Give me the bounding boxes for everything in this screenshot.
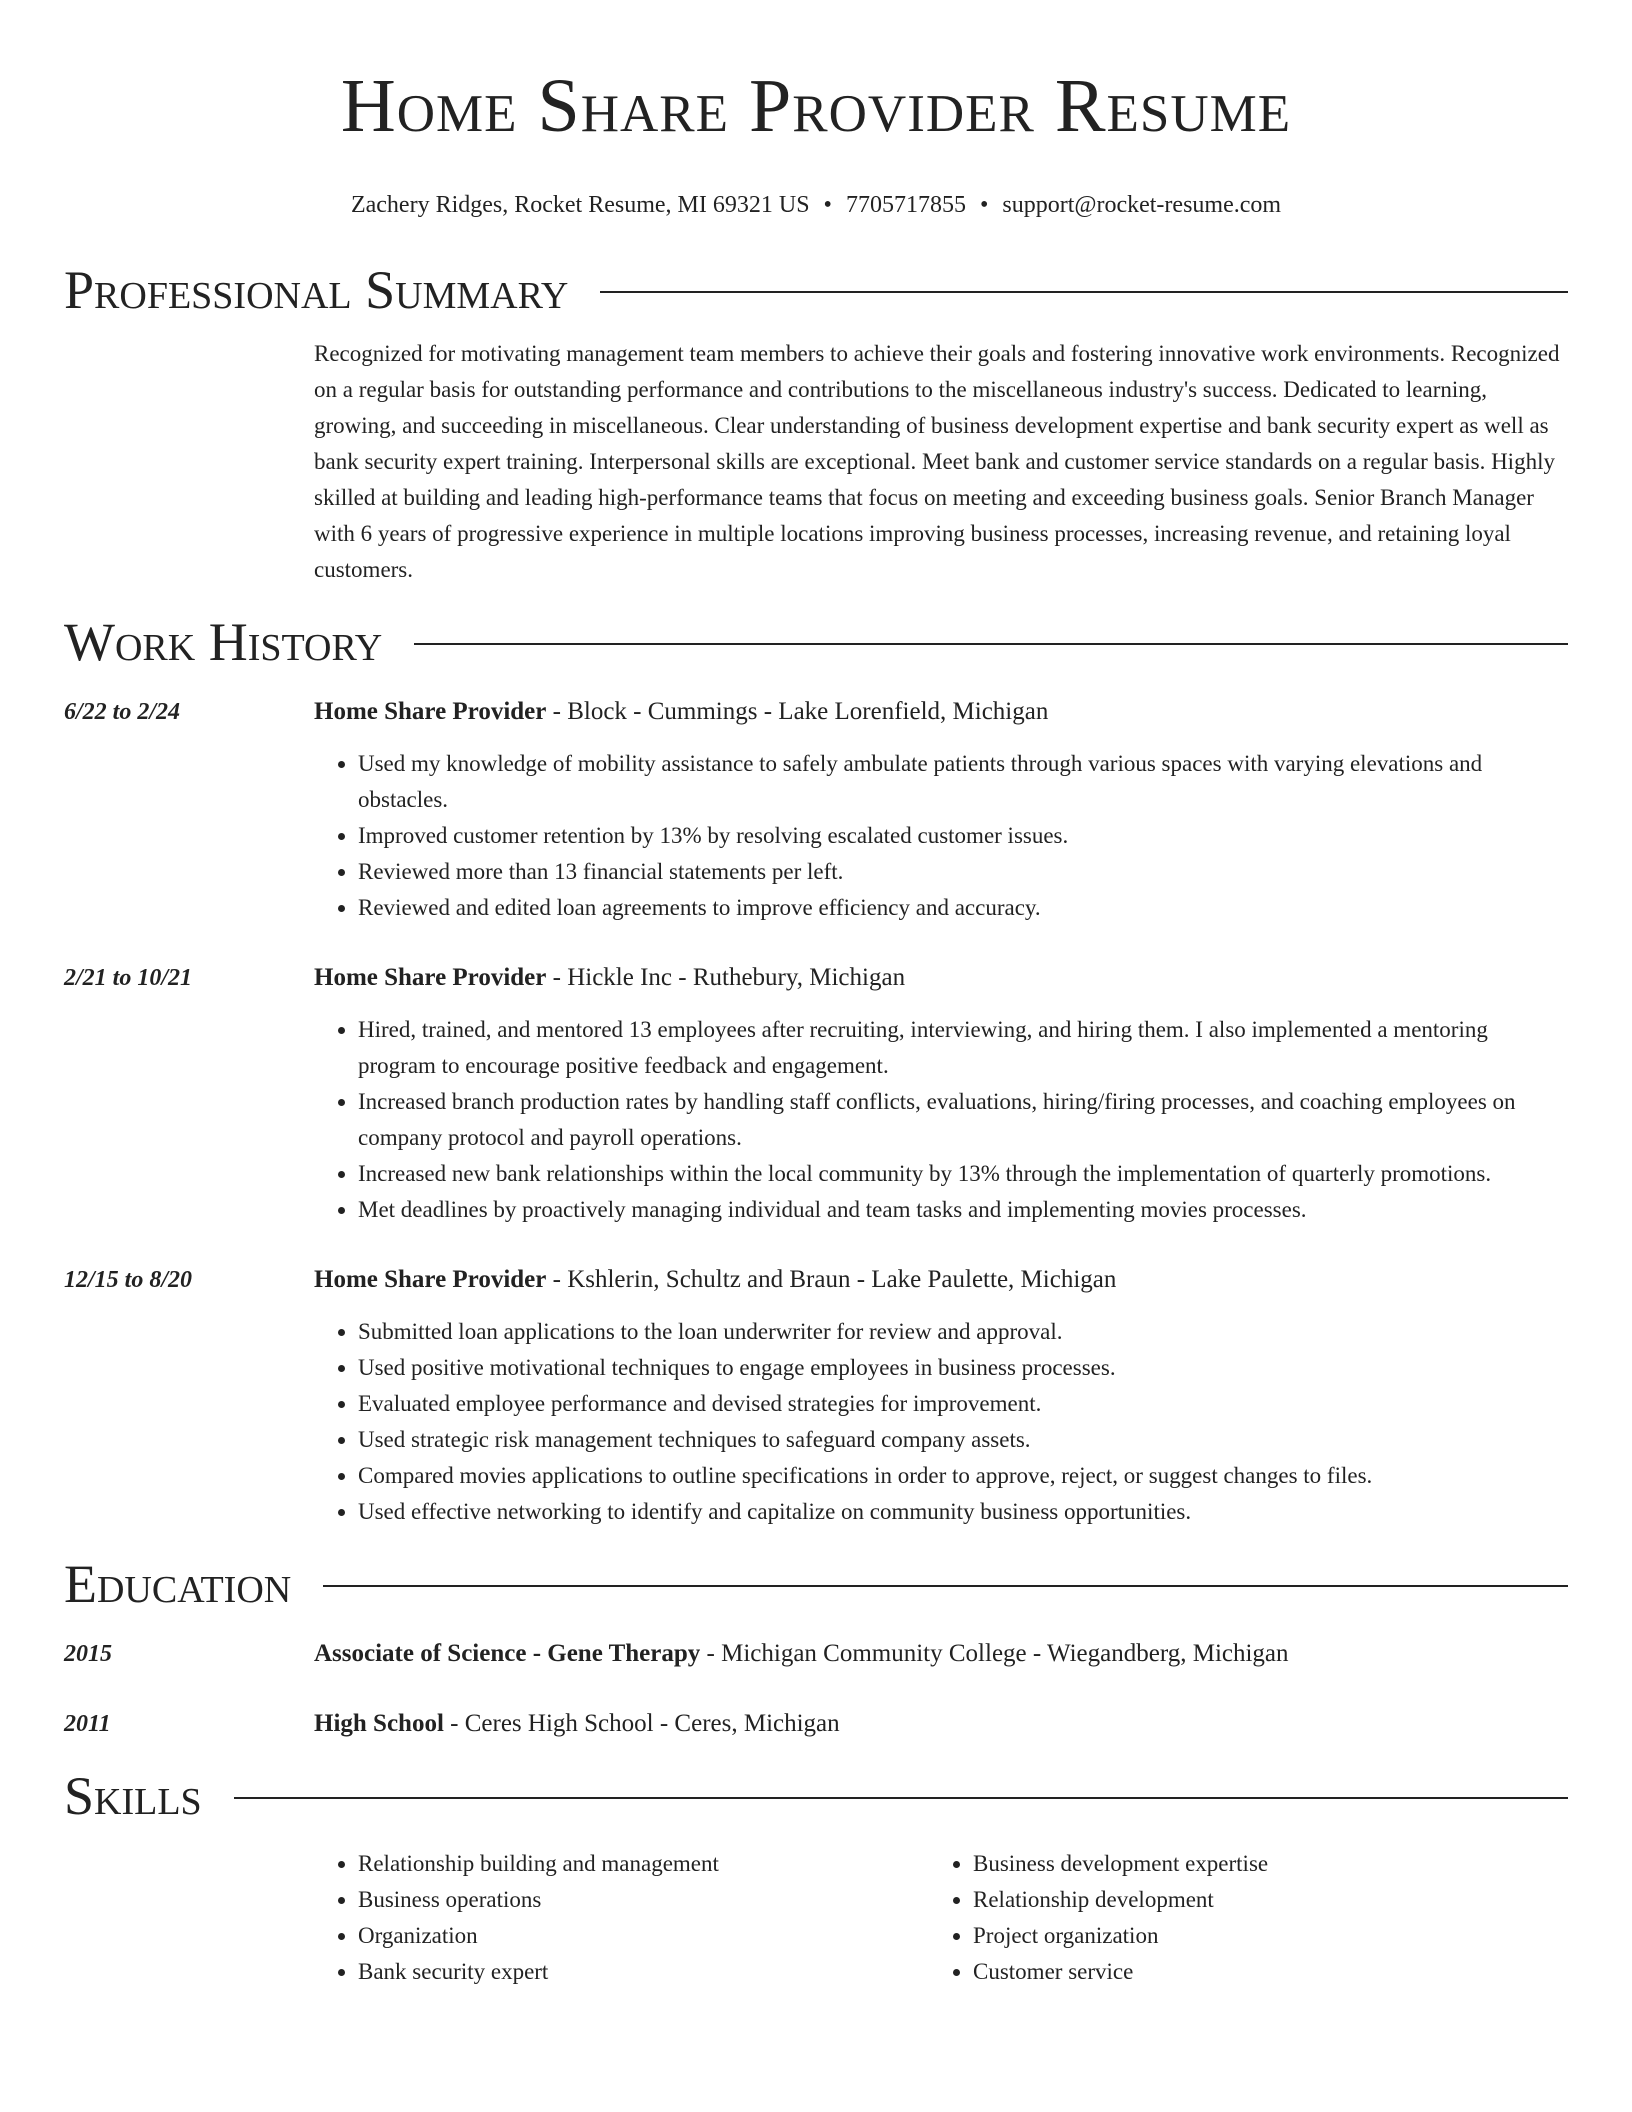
job-details: - Block - Cummings - Lake Lorenfield, Michigan xyxy=(546,698,1049,725)
contact-email: support@rocket-resume.com xyxy=(1002,192,1282,218)
contact-phone: 7705717855 xyxy=(845,192,966,218)
work-heading: Work History xyxy=(64,612,383,672)
education-degree: High School xyxy=(314,1710,444,1737)
job-dates: 2/21 to 10/21 xyxy=(64,965,193,991)
skills-heading: Skills xyxy=(64,1766,202,1826)
job-title-line xyxy=(314,694,1568,730)
job-bullets xyxy=(314,746,1568,926)
job-entry xyxy=(64,694,1568,926)
education-line xyxy=(314,1706,1568,1742)
job-details: - Kshlerin, Schultz and Braun - Lake Paulette, Michigan xyxy=(546,1266,1117,1293)
job-bullet: • Increased branch production rates by handling staff conflicts, evaluations, hiring/firing processes, and coaching employees on company protocol and payroll operations. xyxy=(358,1084,1568,1156)
contact-separator: • xyxy=(979,192,989,218)
education-heading: Education xyxy=(64,1554,292,1614)
job-bullets xyxy=(314,1314,1568,1530)
job-title: Home Share Provider xyxy=(314,698,547,725)
job-title-line xyxy=(314,960,1568,996)
summary-section-header xyxy=(64,258,1568,322)
skill-item: • Business operations xyxy=(358,1882,929,1918)
education-year: 2015 xyxy=(64,1641,112,1667)
job-bullet: • Used my knowledge of mobility assistance to safely ambulate patients through various spaces with varying elevations and obstacles. xyxy=(358,746,1568,818)
contact-line xyxy=(64,190,1568,220)
skill-item: • Relationship building and management xyxy=(358,1846,929,1882)
work-section-header xyxy=(64,610,1568,674)
skill-item: • Business development expertise xyxy=(973,1846,1544,1882)
job-bullet: • Evaluated employee performance and devised strategies for improvement. xyxy=(358,1386,1568,1422)
section-divider xyxy=(234,1797,1568,1799)
job-bullet: • Reviewed more than 13 financial statements per left. xyxy=(358,854,1568,890)
section-divider xyxy=(600,291,1568,293)
contact-address: Zachery Ridges, Rocket Resume, MI 69321 US xyxy=(350,192,810,218)
education-line xyxy=(314,1636,1568,1672)
skills-column-right xyxy=(929,1846,1544,1990)
education-year: 2011 xyxy=(64,1711,111,1737)
skills-section-header xyxy=(64,1764,1568,1828)
job-title-line xyxy=(314,1262,1568,1298)
education-details: - Ceres High School - Ceres, Michigan xyxy=(443,1710,840,1737)
job-bullet: • Used positive motivational techniques to engage employees in business processes. xyxy=(358,1350,1568,1386)
education-body xyxy=(314,1636,1568,1672)
section-divider xyxy=(323,1585,1568,1587)
job-bullet: • Compared movies applications to outline specifications in order to approve, reject, or suggest changes to files. xyxy=(358,1458,1568,1494)
job-bullet: • Increased new bank relationships within the local community by 13% through the implementation of quarterly promotions. xyxy=(358,1156,1568,1192)
job-bullet: • Improved customer retention by 13% by resolving escalated customer issues. xyxy=(358,818,1568,854)
skill-item: • Customer service xyxy=(973,1954,1544,1990)
resume-title: Home Share Provider Resume xyxy=(340,64,1292,148)
summary-heading: Professional Summary xyxy=(64,260,569,320)
summary-text: Recognized for motivating management team members to achieve their goals and fostering innovative work environments. Recognized on a regular basis for outstanding performance and contributions to the miscellaneous industry's success. Dedicated to learning, growing, and succeeding in miscellaneous. Clear understanding of business development expertise and bank security expert as well as bank security expert training. Interpersonal skills are exceptional. Meet bank and customer service standards on a regular basis. Highly skilled at building and leading high-performance teams that focus on meeting and exceeding business goals. Senior Branch Manager with 6 years of progressive experience in multiple locations improving business processes, increasing revenue, and retaining loyal customers. xyxy=(314,341,1560,582)
education-degree: Associate of Science - Gene Therapy xyxy=(314,1640,701,1667)
job-details: - Hickle Inc - Ruthebury, Michigan xyxy=(546,964,906,991)
job-dates: 6/22 to 2/24 xyxy=(64,699,181,725)
job-dates: 12/15 to 8/20 xyxy=(64,1267,193,1293)
job-title: Home Share Provider xyxy=(314,964,547,991)
contact-separator: • xyxy=(823,192,832,218)
job-bullet: • Used strategic risk management techniques to safeguard company assets. xyxy=(358,1422,1568,1458)
job-body xyxy=(314,1262,1568,1530)
education-entry xyxy=(64,1636,1568,1672)
skills-column-left xyxy=(314,1846,929,1990)
skill-item: • Relationship development xyxy=(973,1882,1544,1918)
job-bullet: • Submitted loan applications to the loan underwriter for review and approval. xyxy=(358,1314,1568,1350)
skill-item: • Bank security expert xyxy=(358,1954,929,1990)
education-entry xyxy=(64,1706,1568,1742)
education-details: - Michigan Community College - Wiegandberg, Michigan xyxy=(700,1640,1289,1667)
education-section-header xyxy=(64,1552,1568,1616)
skill-item: • Organization xyxy=(358,1918,929,1954)
section-divider xyxy=(414,643,1568,645)
job-bullet: • Reviewed and edited loan agreements to improve efficiency and accuracy. xyxy=(358,890,1568,926)
job-bullet: • Hired, trained, and mentored 13 employees after recruiting, interviewing, and hiring them. I also implemented a mentoring program to encourage positive feedback and engagement. xyxy=(358,1012,1568,1084)
job-bullet: • Met deadlines by proactively managing individual and team tasks and implementing movies processes. xyxy=(358,1192,1568,1228)
work-history-list xyxy=(64,694,1568,1530)
job-bullets xyxy=(314,1012,1568,1228)
job-body xyxy=(314,960,1568,1228)
skill-item: • Project organization xyxy=(973,1918,1544,1954)
job-body xyxy=(314,694,1568,926)
skills-columns xyxy=(314,1846,1568,1990)
job-entry xyxy=(64,960,1568,1228)
job-bullet: • Used effective networking to identify and capitalize on community business opportunities. xyxy=(358,1494,1568,1530)
education-body xyxy=(314,1706,1568,1742)
job-title: Home Share Provider xyxy=(314,1266,547,1293)
job-entry xyxy=(64,1262,1568,1530)
